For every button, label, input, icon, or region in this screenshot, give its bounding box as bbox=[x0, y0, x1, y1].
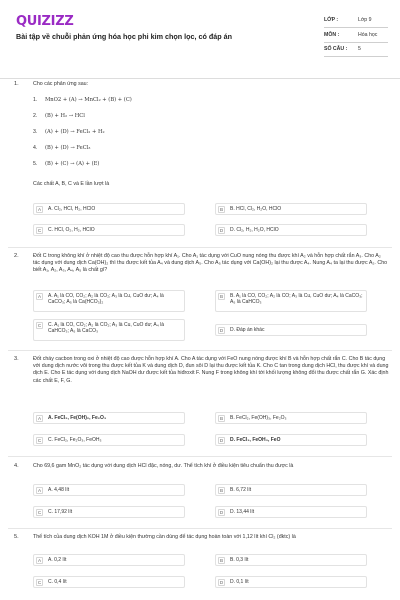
header-divider bbox=[0, 78, 400, 79]
question-number: 4. bbox=[14, 463, 19, 469]
worksheet-title: Bài tập về chuỗi phản ứng hóa học phi kim chọn lọc, có đáp án bbox=[16, 32, 233, 41]
question-number: 2. bbox=[14, 253, 19, 259]
class-value: Lớp 9 bbox=[358, 17, 372, 23]
option-letter-d: D bbox=[219, 438, 224, 443]
option-letter-c: C bbox=[37, 228, 42, 233]
option-letter-a: A bbox=[37, 558, 42, 563]
reaction-statement: 5. (B) + (C) → (A) + (E) bbox=[33, 161, 100, 167]
answer-option[interactable]: B B. HCl, Cl₂, H₂O, HClO bbox=[215, 203, 367, 215]
question-number: 3. bbox=[14, 356, 19, 362]
answer-option[interactable]: A A. Cl₂, HCl, H₂, HClO bbox=[33, 203, 185, 215]
option-letter-b: B bbox=[219, 558, 224, 563]
quizizz-logo: QUIZIZZ bbox=[16, 14, 74, 29]
question-text: Cho 69,6 gam MnO₂ tác dụng với dung dịch HCl đặc, nóng, dư. Thể tích khí ở điều kiện tiêu chuẩn thu được là bbox=[33, 463, 294, 469]
option-letter-b: B bbox=[219, 207, 224, 212]
reaction-statement: 1. MnO2 + (A) → MnCl₂ + (B) + (C) bbox=[33, 97, 132, 103]
option-letter-c: C bbox=[37, 323, 42, 328]
meta-divider bbox=[324, 56, 388, 57]
reaction-statement: 3. (A) + (D) → FeCl₂ + H₂ bbox=[33, 129, 105, 135]
question-followup: Các chất A, B, C và E lần lượt là bbox=[33, 181, 110, 187]
question-text: Đốt cháy cacbon trong oxi ở nhiệt độ cao được hỗn hợp khí A. Cho A tác dụng với FeO nung nóng được khí B và hỗn hợp chất rắn C. Cho B tác dụng với dung dịch nước vôi trong thu được kết tủa K và dung dịch D, đun sôi D lại thu được kết tủa K. Cho C tan trong dung dịch HCl, thu được khí và dung dịch E. Cho E tác dụng với dung dịch NaOH dư được kết tủa hiđroxit F. Nung F trong không khí tới khối lượng không đổi thu được chất rắn G. Xác định các chất E, F, G. bbox=[33, 356, 389, 384]
answer-option[interactable]: B B. A₁ là CO, CO₂; A₂ là CO; A₃ là Cu, CuO dư; A₄ là CaCO₃; A₅ là CaHCO₃ bbox=[215, 290, 367, 312]
answer-option[interactable]: A A. 0,2 lít bbox=[33, 554, 185, 566]
answer-option[interactable]: D D. 13,44 lít bbox=[215, 506, 367, 518]
answer-option[interactable]: A A. FeCl₂, Fe(OH)₂, Fe₂O₃ bbox=[33, 412, 185, 424]
option-letter-d: D bbox=[219, 228, 224, 233]
meta-divider bbox=[324, 27, 388, 28]
question-divider bbox=[8, 528, 392, 529]
answer-option[interactable]: C C. HCl, O₂, H₂, HClO bbox=[33, 224, 185, 236]
reaction-statement: 2. (B) + H₂ → HCl bbox=[33, 113, 85, 119]
option-letter-c: C bbox=[37, 510, 42, 515]
subject-value: Hóa học bbox=[358, 32, 378, 38]
class-label: LỚP : bbox=[324, 17, 339, 23]
subject-label: MÔN : bbox=[324, 32, 340, 38]
option-letter-b: B bbox=[219, 294, 224, 299]
option-letter-d: D bbox=[219, 580, 224, 585]
question-divider bbox=[8, 456, 392, 457]
option-letter-a: A bbox=[37, 294, 42, 299]
meta-divider bbox=[324, 42, 388, 43]
answer-option[interactable]: C C. 17,92 lít bbox=[33, 506, 185, 518]
answer-option[interactable]: B B. 0,3 lít bbox=[215, 554, 367, 566]
question-text: Thể tích của dung dịch KOH 1M ở điều kiện thường cần dùng để tác dụng hoàn toàn với 1,12 lít khí Cl₂ (đktc) là bbox=[33, 534, 296, 540]
option-letter-b: B bbox=[219, 488, 224, 493]
answer-option[interactable]: C C. FeCl₂, Fe₂O₃, FeOH₃ bbox=[33, 434, 185, 446]
question-divider bbox=[8, 350, 392, 351]
question-divider bbox=[8, 247, 392, 248]
answer-option[interactable]: D D. Đáp án khác bbox=[215, 324, 367, 336]
question-number: 1. bbox=[14, 81, 19, 87]
option-letter-a: A bbox=[37, 207, 42, 212]
option-letter-d: D bbox=[219, 510, 224, 515]
option-letter-c: C bbox=[37, 580, 42, 585]
answer-option[interactable]: B B. 6,72 lít bbox=[215, 484, 367, 496]
question-number: 5. bbox=[14, 534, 19, 540]
answer-option[interactable]: B B. FeCl₂, Fe(OH)₃, Fe₂O₃ bbox=[215, 412, 367, 424]
answer-option[interactable]: D D. 0,1 lít bbox=[215, 576, 367, 588]
option-letter-a: A bbox=[37, 416, 42, 421]
option-letter-d: D bbox=[219, 328, 224, 333]
answer-option[interactable]: C C. 0,4 lít bbox=[33, 576, 185, 588]
answer-option[interactable]: D D. Cl₂, H₂, H₂O, HClO bbox=[215, 224, 367, 236]
reaction-statement: 4. (B) + (D) → FeCl₃ bbox=[33, 145, 91, 151]
count-value: 5 bbox=[358, 46, 361, 52]
count-label: SỐ CÂU : bbox=[324, 46, 348, 52]
option-letter-c: C bbox=[37, 438, 42, 443]
option-letter-b: B bbox=[219, 416, 224, 421]
question-text: Đốt C trong không khí ở nhiệt độ cao thu được hỗn hợp khí A₁. Cho A₁ tác dụng với CuO nung nóng thu được khí A₂ và hỗn hợp chất rắn A₃. Cho A₂ tác dụng với dung dịch Ca(OH)₂ thì thu được kết tủa A₄ và dung dịch A₅. Cho A₅ tác dụng với Ca(OH)₂ lại thu được A₄. Nung A₄ ta lại thu được A₂. Cho biết A₁, A₂, A₃, A₄, A₅ là chất gì? bbox=[33, 253, 388, 274]
answer-option[interactable]: D D. FeCl₃, FeOH₃, FeO bbox=[215, 434, 367, 446]
answer-option[interactable]: A A. 4,48 lít bbox=[33, 484, 185, 496]
answer-option[interactable]: A A. A₁ là CO, CO₂; A₂ là CO₂; A₃ là Cu, CuO dư; A₄ là CaCO₃; A₅ là Ca(HCO₃)₂ bbox=[33, 290, 185, 312]
option-letter-a: A bbox=[37, 488, 42, 493]
answer-option[interactable]: C C. A₁ là CO, CO₂; A₂ là CO₂; A₃ là Cu, CuO dư; A₄ là CaHCO₃; A₅ là CaCO₃ bbox=[33, 319, 185, 341]
question-text: Cho các phản ứng sau: bbox=[33, 81, 89, 87]
